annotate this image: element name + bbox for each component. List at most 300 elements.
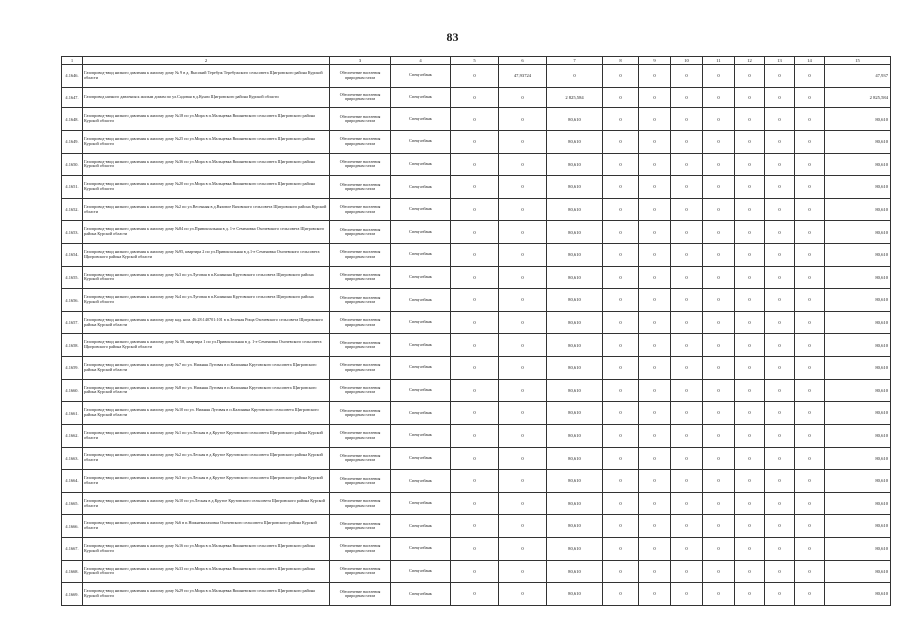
value-col-14: 0 (795, 108, 825, 131)
row-code: 4.1669. (62, 583, 83, 606)
value-col-14: 0 (795, 357, 825, 380)
total-cell: 80,610 (825, 198, 891, 221)
purpose-cell: Обеспечение населения природным газом (330, 537, 391, 560)
organization-cell: Спецгазбанк (391, 176, 451, 199)
value-col-5: 0 (451, 87, 499, 108)
organization-cell: Спецгазбанк (391, 65, 451, 88)
row-code: 4.1666. (62, 515, 83, 538)
value-col-13: 0 (765, 289, 795, 312)
value-col-11: 0 (703, 153, 735, 176)
table-row (62, 221, 891, 244)
value-col-11: 0 (703, 221, 735, 244)
table-row (62, 289, 891, 312)
value-col-8: 0 (603, 424, 639, 447)
value-col-9: 0 (639, 357, 671, 380)
value-col-13: 0 (765, 244, 795, 267)
row-code: 4.1664. (62, 470, 83, 493)
purpose-cell: Обеспечение населения природным газом (330, 357, 391, 380)
row-code: 4.1658. (62, 334, 83, 357)
value-col-10: 0 (671, 402, 703, 425)
column-number-6: 6 (499, 57, 547, 65)
value-col-13: 0 (765, 311, 795, 334)
purpose-cell: Обеспечение населения природным газом (330, 583, 391, 606)
value-col-14: 0 (795, 402, 825, 425)
total-cell: 80,610 (825, 357, 891, 380)
value-col-11: 0 (703, 108, 735, 131)
row-code: 4.1657. (62, 311, 83, 334)
value-col-10: 0 (671, 176, 703, 199)
value-col-9: 0 (639, 176, 671, 199)
table-row (62, 357, 891, 380)
value-col-11: 0 (703, 130, 735, 153)
object-name: Газопровод-ввод низкого давления к жилому дому №18 по ул.Мира в п.Мальцевка Вишневского сельсовета Щигровского района Курской области (83, 108, 330, 131)
object-name: Газопровод низкого давления к жилым домам по ул.Садовая в д.Кунач Щигровского района Курской области (83, 87, 330, 108)
value-col-13: 0 (765, 334, 795, 357)
row-code: 4.1667. (62, 537, 83, 560)
value-col-12: 0 (735, 153, 765, 176)
value-col-5: 0 (451, 65, 499, 88)
value-col-9: 0 (639, 560, 671, 583)
value-col-5: 0 (451, 402, 499, 425)
value-col-10: 0 (671, 266, 703, 289)
total-cell: 80,610 (825, 221, 891, 244)
organization-cell: Спецгазбанк (391, 379, 451, 402)
value-col-10: 0 (671, 424, 703, 447)
value-col-14: 0 (795, 537, 825, 560)
value-col-5: 0 (451, 560, 499, 583)
purpose-cell: Обеспечение населения природным газом (330, 424, 391, 447)
total-cell: 80,610 (825, 334, 891, 357)
value-col-7: 80,610 (547, 560, 603, 583)
column-number-8: 8 (603, 57, 639, 65)
total-cell: 2 825,584 (825, 87, 891, 108)
value-col-7: 80,610 (547, 424, 603, 447)
object-name: Газопровод-ввод низкого давления к жилому дому №10 по ул. Нижняя Луговая в п.Калинина Крутовского сельсовета Щигровского района Курской области (83, 402, 330, 425)
table-row (62, 402, 891, 425)
value-col-12: 0 (735, 266, 765, 289)
value-col-14: 0 (795, 289, 825, 312)
organization-cell: Спецгазбанк (391, 311, 451, 334)
value-col-10: 0 (671, 515, 703, 538)
purpose-cell: Обеспечение населения природным газом (330, 492, 391, 515)
value-col-12: 0 (735, 424, 765, 447)
organization-cell: Спецгазбанк (391, 515, 451, 538)
value-col-6: 0 (499, 176, 547, 199)
value-col-6: 0 (499, 470, 547, 493)
value-col-7: 80,610 (547, 470, 603, 493)
value-col-8: 0 (603, 560, 639, 583)
value-col-11: 0 (703, 311, 735, 334)
row-code: 4.1663. (62, 447, 83, 470)
value-col-5: 0 (451, 176, 499, 199)
value-col-8: 0 (603, 447, 639, 470)
value-col-5: 0 (451, 537, 499, 560)
value-col-8: 0 (603, 153, 639, 176)
object-name: Газопровод-ввод низкого давления к жилому дому №25 по ул.Мира в п.Мальцевка Вишневского сельсовета Щигровского района Курской области (83, 130, 330, 153)
purpose-cell: Обеспечение населения природным газом (330, 560, 391, 583)
table-row (62, 515, 891, 538)
column-number-12: 12 (735, 57, 765, 65)
table-row (62, 198, 891, 221)
value-col-6: 0 (499, 424, 547, 447)
value-col-13: 0 (765, 198, 795, 221)
value-col-6: 0 (499, 334, 547, 357)
value-col-7: 80,610 (547, 176, 603, 199)
object-name: Газопровод-ввод низкого давления к жилому дому №20 по ул.Мира в п.Мальцевка Вишневского сельсовета Щигровского района Курской области (83, 176, 330, 199)
value-col-5: 0 (451, 583, 499, 606)
value-col-8: 0 (603, 311, 639, 334)
object-name: Газопровод-ввод низкого давления к жилому дому №10 по ул.Лесная в д.Крутое Крутовского сельсовета Щигровского района Курской области (83, 492, 330, 515)
value-col-11: 0 (703, 334, 735, 357)
purpose-cell: Обеспечение населения природным газом (330, 447, 391, 470)
value-col-5: 0 (451, 244, 499, 267)
value-col-8: 0 (603, 583, 639, 606)
object-name: Газопровод-ввод низкого давления к жилому дому №33 по ул.Мира в п.Мальцевка Вишневского сельсовета Щигровского района Курской области (83, 560, 330, 583)
value-col-7: 80,610 (547, 221, 603, 244)
value-col-8: 0 (603, 379, 639, 402)
object-name: Газопровод-ввод низкого давления к жилому дому №8 по ул. Нижняя Луговая в п.Калинина Крутовского сельсовета Щигровского района Курской области (83, 379, 330, 402)
value-col-9: 0 (639, 108, 671, 131)
value-col-11: 0 (703, 266, 735, 289)
value-col-13: 0 (765, 424, 795, 447)
value-col-8: 0 (603, 402, 639, 425)
value-col-13: 0 (765, 583, 795, 606)
value-col-8: 0 (603, 65, 639, 88)
purpose-cell: Обеспечение населения природным газом (330, 176, 391, 199)
object-name: Газопровод-ввод низкого давления к жилому дому №2 по ул.Лесная в д.Крутое Крутовского сельсовета Щигровского района Курской области (83, 447, 330, 470)
value-col-6: 0 (499, 379, 547, 402)
row-code: 4.1650. (62, 153, 83, 176)
table-row (62, 108, 891, 131)
object-name: Газопровод-ввод низкого давления к жилому дому №1 по ул.Лесная в д.Крутое Крутовского сельсовета Щигровского района Курской области (83, 424, 330, 447)
value-col-9: 0 (639, 470, 671, 493)
row-code: 4.1660. (62, 379, 83, 402)
value-col-13: 0 (765, 153, 795, 176)
value-col-5: 0 (451, 221, 499, 244)
object-name: Газопровод-ввод низкого давления к жилому дому №29 по ул.Мира в п.Мальцевка Вишневского сельсовета Щигровского района Курской области (83, 583, 330, 606)
organization-cell: Спецгазбанк (391, 357, 451, 380)
purpose-cell: Обеспечение населения природным газом (330, 311, 391, 334)
value-col-13: 0 (765, 470, 795, 493)
organization-cell: Спецгазбанк (391, 289, 451, 312)
value-col-11: 0 (703, 198, 735, 221)
value-col-11: 0 (703, 289, 735, 312)
purpose-cell: Обеспечение населения природным газом (330, 221, 391, 244)
organization-cell: Спецгазбанк (391, 221, 451, 244)
table-row (62, 266, 891, 289)
value-col-12: 0 (735, 492, 765, 515)
total-cell: 80,610 (825, 108, 891, 131)
row-code: 4.1661. (62, 402, 83, 425)
value-col-6: 0 (499, 108, 547, 131)
value-col-14: 0 (795, 244, 825, 267)
value-col-7: 80,610 (547, 537, 603, 560)
value-col-7: 80,610 (547, 153, 603, 176)
value-col-7: 80,610 (547, 108, 603, 131)
organization-cell: Спецгазбанк (391, 108, 451, 131)
value-col-7: 80,610 (547, 515, 603, 538)
value-col-6: 0 (499, 515, 547, 538)
value-col-12: 0 (735, 65, 765, 88)
value-col-11: 0 (703, 424, 735, 447)
organization-cell: Спецгазбанк (391, 560, 451, 583)
value-col-12: 0 (735, 515, 765, 538)
column-number-row (62, 57, 891, 65)
purpose-cell: Обеспечение населения природным газом (330, 87, 391, 108)
value-col-7: 80,610 (547, 447, 603, 470)
value-col-9: 0 (639, 515, 671, 538)
organization-cell: Спецгазбанк (391, 537, 451, 560)
table-row (62, 130, 891, 153)
value-col-9: 0 (639, 221, 671, 244)
value-col-13: 0 (765, 515, 795, 538)
object-name: Газопровод-ввод низкого давления к жилому дому №2 по ул.Весенняя в д.Вязовое Вязовского сельсовета Щигровского района Курской области (83, 198, 330, 221)
table-row (62, 560, 891, 583)
value-col-12: 0 (735, 130, 765, 153)
value-col-14: 0 (795, 176, 825, 199)
value-col-10: 0 (671, 289, 703, 312)
value-col-8: 0 (603, 289, 639, 312)
value-col-11: 0 (703, 560, 735, 583)
value-col-14: 0 (795, 583, 825, 606)
value-col-10: 0 (671, 583, 703, 606)
organization-cell: Спецгазбанк (391, 153, 451, 176)
value-col-8: 0 (603, 130, 639, 153)
value-col-9: 0 (639, 334, 671, 357)
table-row (62, 311, 891, 334)
table-row (62, 65, 891, 88)
value-col-12: 0 (735, 334, 765, 357)
column-number-15: 15 (825, 57, 891, 65)
value-col-7: 80,610 (547, 379, 603, 402)
value-col-9: 0 (639, 198, 671, 221)
row-code: 4.1651. (62, 176, 83, 199)
table-row (62, 447, 891, 470)
object-name: Газопровод-ввод низкого давления к жилому дому №7 по ул. Нижняя Луговая в п.Калинина Крутовского сельсовета Щигровского района Курской области (83, 357, 330, 380)
value-col-13: 0 (765, 357, 795, 380)
value-col-8: 0 (603, 87, 639, 108)
value-col-8: 0 (603, 334, 639, 357)
value-col-11: 0 (703, 583, 735, 606)
value-col-14: 0 (795, 560, 825, 583)
value-col-5: 0 (451, 492, 499, 515)
organization-cell: Спецгазбанк (391, 447, 451, 470)
value-col-9: 0 (639, 402, 671, 425)
table-row (62, 379, 891, 402)
value-col-6: 0 (499, 560, 547, 583)
value-col-5: 0 (451, 153, 499, 176)
value-col-11: 0 (703, 176, 735, 199)
value-col-10: 0 (671, 198, 703, 221)
value-col-7: 80,610 (547, 311, 603, 334)
value-col-7: 80,610 (547, 289, 603, 312)
value-col-10: 0 (671, 379, 703, 402)
value-col-12: 0 (735, 176, 765, 199)
object-name: Газопровод-ввод низкого давления к жилому дому №6 в п.Нижнемалаховка Охочевского сельсовета Щигровского района Курской области (83, 515, 330, 538)
value-col-5: 0 (451, 424, 499, 447)
organization-cell: Спецгазбанк (391, 130, 451, 153)
value-col-14: 0 (795, 153, 825, 176)
value-col-12: 0 (735, 537, 765, 560)
value-col-7: 0 (547, 65, 603, 88)
value-col-8: 0 (603, 221, 639, 244)
value-col-6: 0 (499, 221, 547, 244)
column-number-1: 1 (62, 57, 83, 65)
value-col-14: 0 (795, 311, 825, 334)
organization-cell: Спецгазбанк (391, 334, 451, 357)
object-name: Газопровод-ввод низкого давления к жилому дому №3 по ул.Лесная в д.Крутое Крутовского сельсовета Щигровского района Курской области (83, 470, 330, 493)
object-name: Газопровод-ввод низкого давления к жилому дому №95, квартира 2 по ул.Привокзальная в д.1-е Семеновка Охочевского сельсовета Щигровского района Курской области (83, 244, 330, 267)
value-col-14: 0 (795, 221, 825, 244)
value-col-6: 0 (499, 153, 547, 176)
value-col-13: 0 (765, 447, 795, 470)
value-col-7: 80,610 (547, 244, 603, 267)
purpose-cell: Обеспечение населения природным газом (330, 266, 391, 289)
value-col-6: 0 (499, 244, 547, 267)
value-col-9: 0 (639, 311, 671, 334)
row-code: 4.1653. (62, 221, 83, 244)
total-cell: 80,610 (825, 289, 891, 312)
total-cell: 80,610 (825, 470, 891, 493)
value-col-12: 0 (735, 198, 765, 221)
organization-cell: Спецгазбанк (391, 87, 451, 108)
value-col-5: 0 (451, 447, 499, 470)
value-col-11: 0 (703, 447, 735, 470)
table-row (62, 87, 891, 108)
total-cell: 80,610 (825, 515, 891, 538)
value-col-6: 0 (499, 87, 547, 108)
object-name: Газопровод-ввод низкого давления к жилому дому № 58, квартира 1 по ул.Привокзальная в д. 1-е Семеновка Охочевского сельсовета Щигровского района Курской области (83, 334, 330, 357)
value-col-5: 0 (451, 357, 499, 380)
row-code: 4.1652. (62, 198, 83, 221)
value-col-12: 0 (735, 560, 765, 583)
value-col-10: 0 (671, 560, 703, 583)
purpose-cell: Обеспечение населения природным газом (330, 289, 391, 312)
value-col-14: 0 (795, 492, 825, 515)
value-col-9: 0 (639, 153, 671, 176)
value-col-6: 0 (499, 266, 547, 289)
object-name: Газопровод-ввод низкого давления к жилому дому №4 по ул.Луговая в п.Калинина Крутовского сельсовета Щигровского района Курской области (83, 289, 330, 312)
value-col-13: 0 (765, 176, 795, 199)
value-col-11: 0 (703, 515, 735, 538)
total-cell: 80,610 (825, 266, 891, 289)
value-col-9: 0 (639, 583, 671, 606)
table-row (62, 537, 891, 560)
value-col-9: 0 (639, 289, 671, 312)
value-col-13: 0 (765, 402, 795, 425)
value-col-9: 0 (639, 424, 671, 447)
value-col-8: 0 (603, 357, 639, 380)
total-cell: 80,610 (825, 583, 891, 606)
column-number-13: 13 (765, 57, 795, 65)
value-col-5: 0 (451, 334, 499, 357)
purpose-cell: Обеспечение населения природным газом (330, 379, 391, 402)
value-col-10: 0 (671, 244, 703, 267)
value-col-8: 0 (603, 470, 639, 493)
row-code: 4.1659. (62, 357, 83, 380)
value-col-9: 0 (639, 130, 671, 153)
total-cell: 80,610 (825, 153, 891, 176)
table-row (62, 424, 891, 447)
value-col-11: 0 (703, 65, 735, 88)
total-cell: 80,610 (825, 176, 891, 199)
value-col-9: 0 (639, 65, 671, 88)
value-col-7: 80,610 (547, 334, 603, 357)
value-col-8: 0 (603, 537, 639, 560)
organization-cell: Спецгазбанк (391, 402, 451, 425)
total-cell: 80,610 (825, 447, 891, 470)
column-number-3: 3 (330, 57, 391, 65)
value-col-9: 0 (639, 492, 671, 515)
value-col-10: 0 (671, 87, 703, 108)
total-cell: 80,610 (825, 402, 891, 425)
organization-cell: Спецгазбанк (391, 424, 451, 447)
value-col-14: 0 (795, 65, 825, 88)
value-col-14: 0 (795, 334, 825, 357)
value-col-12: 0 (735, 221, 765, 244)
object-name: Газопровод-ввод низкого давления к жилому дому №36 по ул.Мира в п.Мальцевка Вишневского сельсовета Щигровского района Курской области (83, 153, 330, 176)
value-col-12: 0 (735, 244, 765, 267)
total-cell: 80,610 (825, 537, 891, 560)
value-col-11: 0 (703, 492, 735, 515)
purpose-cell: Обеспечение населения природным газом (330, 470, 391, 493)
value-col-6: 0 (499, 583, 547, 606)
organization-cell: Спецгазбанк (391, 198, 451, 221)
value-col-7: 80,610 (547, 198, 603, 221)
value-col-6: 0 (499, 402, 547, 425)
value-col-9: 0 (639, 244, 671, 267)
value-col-8: 0 (603, 108, 639, 131)
value-col-8: 0 (603, 492, 639, 515)
value-col-7: 80,610 (547, 266, 603, 289)
purpose-cell: Обеспечение населения природным газом (330, 108, 391, 131)
value-col-12: 0 (735, 108, 765, 131)
value-col-12: 0 (735, 447, 765, 470)
value-col-13: 0 (765, 108, 795, 131)
object-name: Газопровод-ввод низкого давления к жилому дому №84 по ул.Привокзальная в д. 1-е Семеновка Охочевского сельсовета Щигровского района Курской области (83, 221, 330, 244)
page-number: 83 (446, 30, 459, 44)
column-number-10: 10 (671, 57, 703, 65)
value-col-12: 0 (735, 379, 765, 402)
value-col-13: 0 (765, 379, 795, 402)
value-col-10: 0 (671, 447, 703, 470)
table-row (62, 492, 891, 515)
value-col-8: 0 (603, 515, 639, 538)
table-row (62, 153, 891, 176)
value-col-10: 0 (671, 311, 703, 334)
value-col-9: 0 (639, 447, 671, 470)
column-number-4: 4 (391, 57, 451, 65)
organization-cell: Спецгазбанк (391, 266, 451, 289)
total-cell: 80,610 (825, 130, 891, 153)
value-col-11: 0 (703, 470, 735, 493)
value-col-13: 0 (765, 221, 795, 244)
value-col-5: 0 (451, 515, 499, 538)
value-col-7: 80,610 (547, 583, 603, 606)
object-name: Газопровод-ввод низкого давления к жилому дому № 9 в д. Высокий Теребуж Теребужского сельсовета Щигровского района Курской области (83, 65, 330, 88)
total-cell: 80,610 (825, 244, 891, 267)
value-col-7: 80,610 (547, 492, 603, 515)
value-col-12: 0 (735, 289, 765, 312)
value-col-11: 0 (703, 244, 735, 267)
value-col-10: 0 (671, 537, 703, 560)
value-col-10: 0 (671, 357, 703, 380)
value-col-12: 0 (735, 402, 765, 425)
value-col-10: 0 (671, 221, 703, 244)
value-col-13: 0 (765, 266, 795, 289)
value-col-14: 0 (795, 87, 825, 108)
program-table (61, 56, 891, 606)
